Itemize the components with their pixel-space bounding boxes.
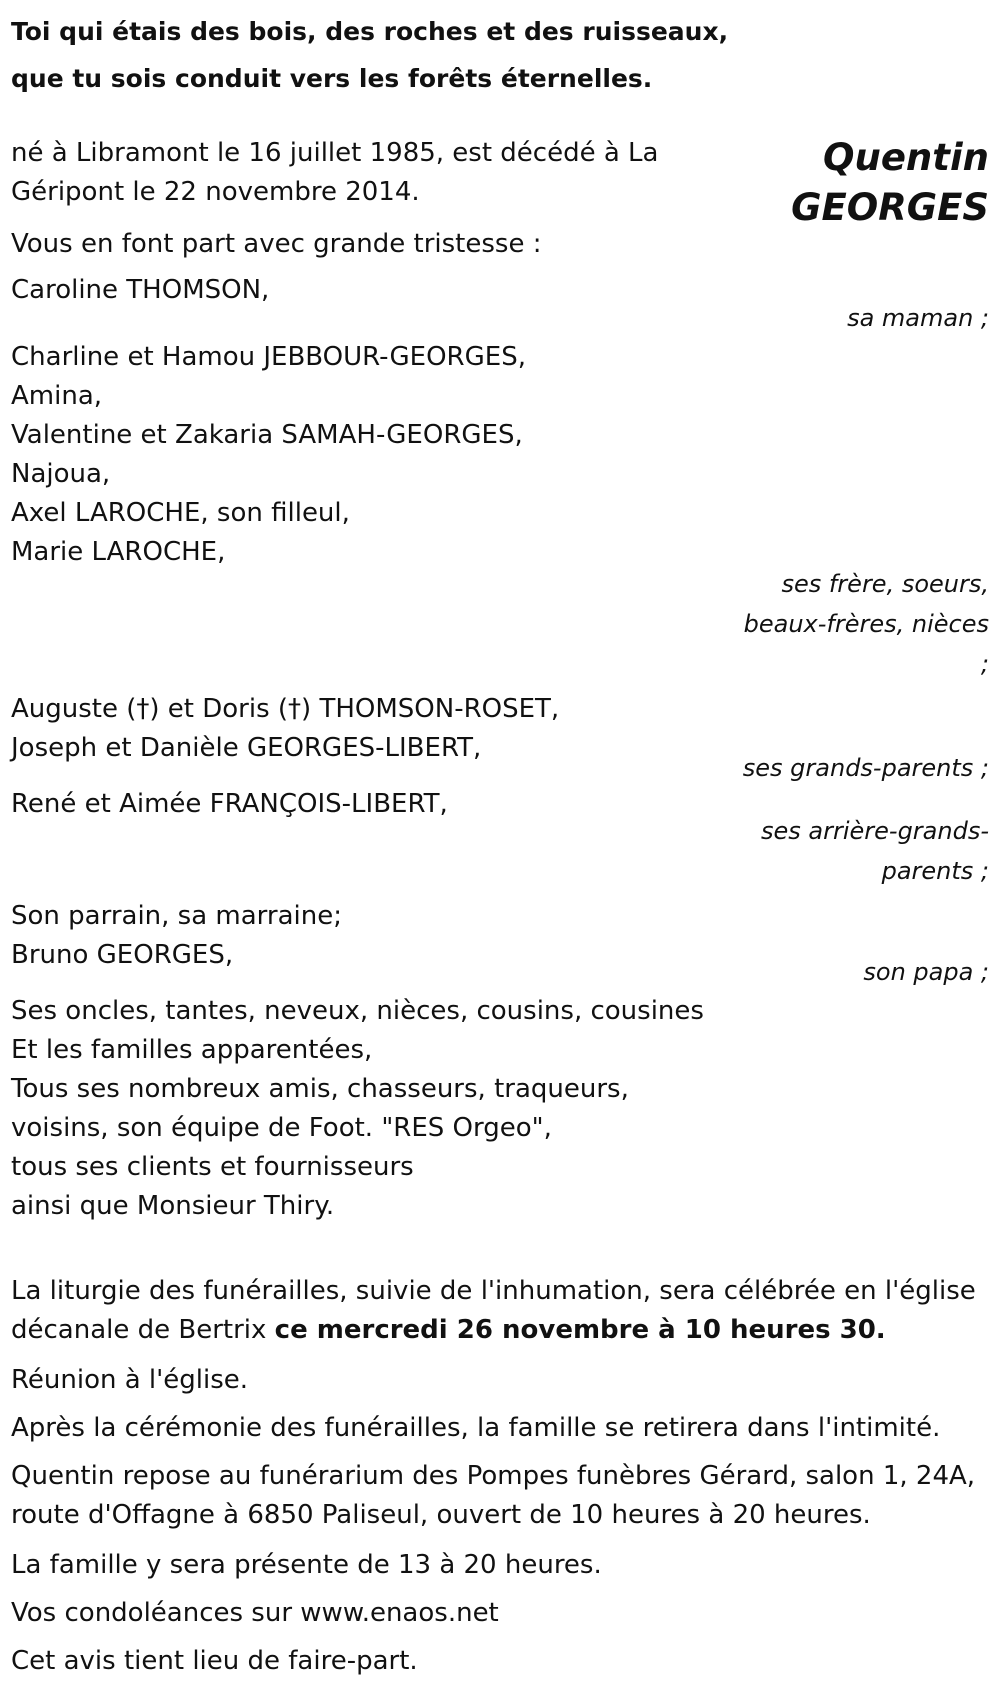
siblings-role-line: beaux-frères, nièces bbox=[743, 610, 989, 638]
sibling-entry: Amina, bbox=[11, 381, 103, 411]
sibling-entry: Axel LAROCHE, son filleul, bbox=[11, 498, 350, 528]
birth-death-line-1: né à Libramont le 16 juillet 1985, est décédé à La bbox=[11, 138, 659, 168]
siblings-role-line: ; bbox=[980, 650, 989, 678]
godparents-line: Son parrain, sa marraine; bbox=[11, 901, 342, 931]
epigraph-line-2: que tu sois conduit vers les forêts éternelles. bbox=[11, 64, 653, 93]
deceased-last-name: GEORGES bbox=[791, 186, 989, 229]
repose-line-1: Quentin repose au funérarium des Pompes funèbres Gérard, salon 1, 24A, bbox=[11, 1461, 976, 1491]
after-ceremony-info: Après la cérémonie des funérailles, la famille se retirera dans l'intimité. bbox=[11, 1413, 941, 1443]
extended-family-entry: Ses oncles, tantes, neveux, nièces, cousins, cousines bbox=[11, 996, 704, 1026]
grandparents-entry: Auguste (†) et Doris (†) THOMSON-ROSET, bbox=[11, 694, 560, 724]
liturgy-datetime: ce mercredi 26 novembre à 10 heures 30. bbox=[274, 1315, 886, 1345]
repose-paragraph bbox=[11, 1457, 991, 1535]
extended-family-entry: tous ses clients et fournisseurs bbox=[11, 1152, 414, 1182]
sibling-entry: Najoua, bbox=[11, 459, 111, 489]
birth-death-line-2: Géripont le 22 novembre 2014. bbox=[11, 177, 420, 207]
sibling-entry: Marie LAROCHE, bbox=[11, 537, 226, 567]
siblings-role-line: ses frère, soeurs, bbox=[781, 570, 989, 598]
epigraph-line-1: Toi qui étais des bois, des roches et des ruisseaux, bbox=[11, 17, 729, 46]
sibling-entry: Valentine et Zakaria SAMAH-GEORGES, bbox=[11, 420, 523, 450]
great-grandparents-role-line: ses arrière-grands- bbox=[761, 817, 989, 845]
siblings-list bbox=[11, 338, 711, 572]
great-grandparents-name: René et Aimée FRANÇOIS-LIBERT, bbox=[11, 789, 448, 819]
meeting-info: Réunion à l'église. bbox=[11, 1365, 249, 1395]
announcement: Vous en font part avec grande tristesse : bbox=[11, 229, 542, 259]
godparents-and-father bbox=[11, 897, 711, 975]
extended-family-entry: voisins, son équipe de Foot. "RES Orgeo", bbox=[11, 1113, 552, 1143]
mother-name: Caroline THOMSON, bbox=[11, 275, 270, 305]
epigraph bbox=[11, 8, 728, 102]
father-name: Bruno GEORGES, bbox=[11, 940, 234, 970]
grandparents-entry: Joseph et Danièle GEORGES-LIBERT, bbox=[11, 733, 482, 763]
deceased-first-name: Quentin bbox=[823, 136, 989, 179]
siblings-role bbox=[689, 564, 989, 684]
father-role: son papa ; bbox=[863, 958, 989, 986]
sibling-entry: Charline et Hamou JEBBOUR-GEORGES, bbox=[11, 342, 526, 372]
family-presence-info: La famille y sera présente de 13 à 20 heures. bbox=[11, 1550, 602, 1580]
condolences-info: Vos condoléances sur www.enaos.net bbox=[11, 1598, 499, 1628]
repose-line-2: route d'Offagne à 6850 Paliseul, ouvert de 10 heures à 20 heures. bbox=[11, 1500, 871, 1530]
birth-death-info bbox=[11, 134, 711, 212]
deceased-name bbox=[791, 133, 989, 233]
great-grandparents-role bbox=[689, 811, 989, 891]
extended-family-list bbox=[11, 992, 711, 1226]
liturgy-line-2 bbox=[11, 1311, 991, 1350]
liturgy-paragraph bbox=[11, 1272, 991, 1350]
mother-role: sa maman ; bbox=[847, 304, 989, 332]
grandparents-role: ses grands-parents ; bbox=[742, 754, 989, 782]
great-grandparents-role-line: parents ; bbox=[881, 857, 989, 885]
extended-family-entry: ainsi que Monsieur Thiry. bbox=[11, 1191, 335, 1221]
extended-family-entry: Et les familles apparentées, bbox=[11, 1035, 373, 1065]
notice-footer: Cet avis tient lieu de faire-part. bbox=[11, 1646, 418, 1676]
liturgy-location: décanale de Bertrix bbox=[11, 1315, 275, 1345]
extended-family-entry: Tous ses nombreux amis, chasseurs, traqueurs, bbox=[11, 1074, 629, 1104]
grandparents-list bbox=[11, 690, 711, 768]
liturgy-line-1: La liturgie des funérailles, suivie de l'inhumation, sera célébrée en l'église bbox=[11, 1276, 976, 1306]
